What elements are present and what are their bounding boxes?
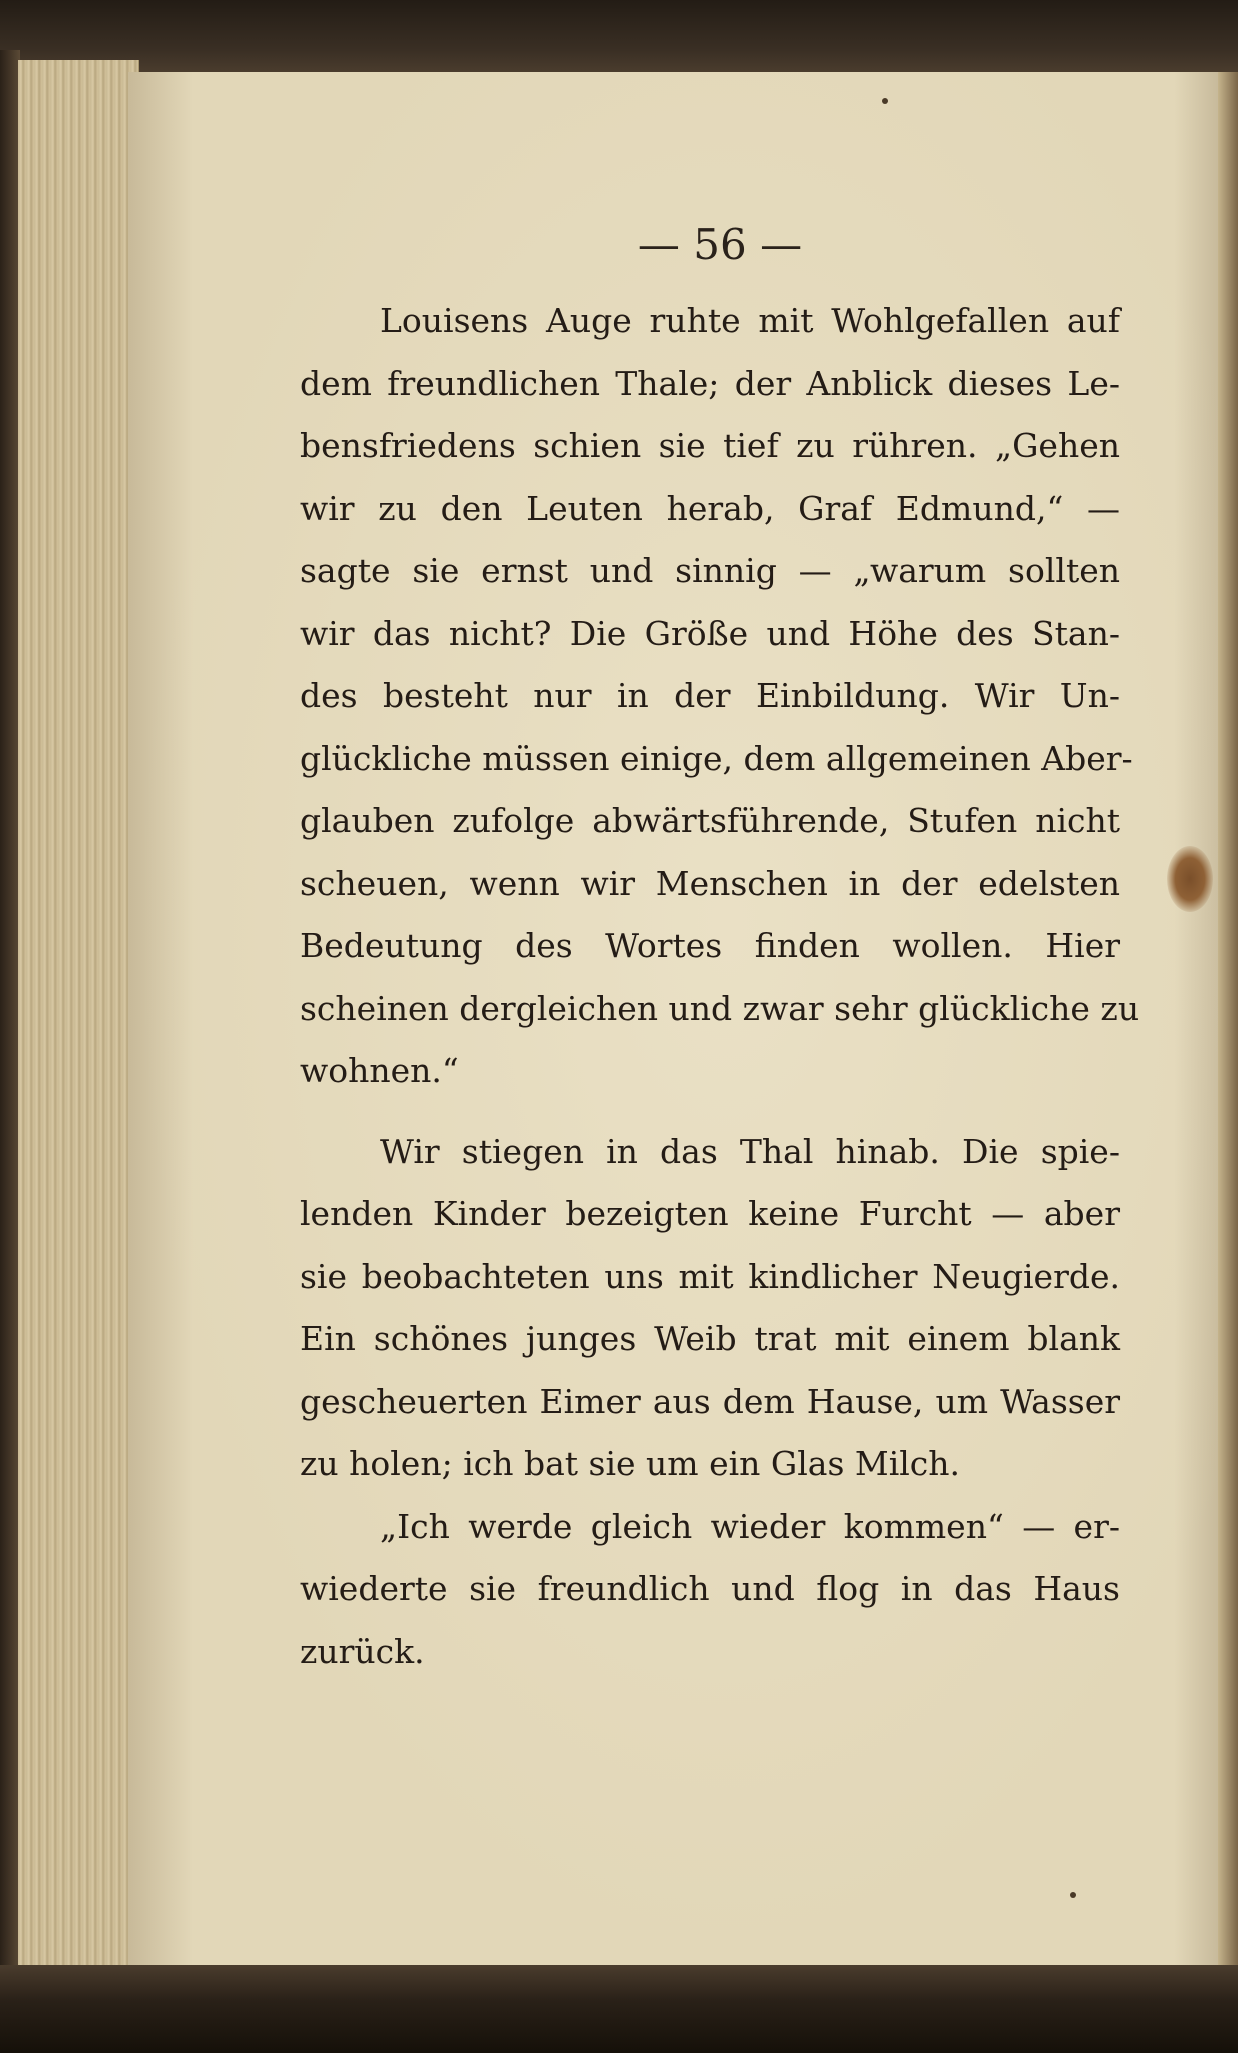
text-line: glauben zufolge abwärtsführende, Stufen nicht (300, 801, 1120, 840)
text-line: wir das nicht? Die Größe und Höhe des Stan- (300, 613, 1120, 653)
page-edges (18, 60, 139, 1980)
text-line: Bedeutung des Wortes finden wollen. Hier (300, 926, 1120, 965)
book-cover-top (0, 0, 1238, 72)
text-line: Wir stiegen in das Thal hinab. Die spie- (380, 1131, 1120, 1171)
text-line: Louisens Auge ruhte mit Wohlgefallen auf (380, 301, 1120, 340)
text-line: des besteht nur in der Einbildung. Wir Un- (300, 676, 1120, 715)
text-line: glückliche müssen einige, dem allgemeinen Aber- (300, 738, 1133, 778)
paragraph-gap (300, 1103, 1120, 1121)
text-line: „Ich werde gleich wieder kommen“ — er- (380, 1506, 1120, 1546)
paper-speck (882, 98, 888, 104)
text-line: Ein schönes junges Weib trat mit einem blank (300, 1319, 1120, 1358)
text-line: sie beobachteten uns mit kindlicher Neugierde. (300, 1256, 1120, 1296)
body-text (300, 290, 1140, 1683)
text-line: scheinen dergleichen und zwar sehr glückliche zu (300, 988, 1140, 1028)
text-line: wiederte sie freundlich und flog in das Haus (300, 1569, 1120, 1608)
text-line: zu holen; ich bat sie um ein Glas Milch. (300, 1444, 961, 1483)
text-line: wir zu den Leuten herab, Graf Edmund,“ — (300, 488, 1120, 528)
text-line: lenden Kinder bezeigten keine Furcht — aber (300, 1194, 1120, 1233)
text-line: zurück. (300, 1631, 425, 1671)
page-right-edge (1218, 72, 1238, 1967)
text-line: wohnen.“ (300, 1051, 459, 1090)
book-cover-bottom (0, 1965, 1238, 2053)
text-line: sagte sie ernst und sinnig — „warum sollten (300, 551, 1120, 590)
paper-stain (1167, 846, 1213, 912)
text-line: dem freundlichen Thale; der Anblick dieses Le- (300, 363, 1120, 403)
text-line: bensfriedens schien sie tief zu rühren. „Gehen (300, 426, 1120, 465)
page-number: — 56 — (637, 220, 803, 269)
text-line: gescheuerten Eimer aus dem Hause, um Wasser (300, 1381, 1120, 1421)
text-line: scheuen, wenn wir Menschen in der edelsten (300, 863, 1120, 903)
book-cover-left (0, 50, 20, 1990)
paper-speck (1070, 1892, 1076, 1898)
